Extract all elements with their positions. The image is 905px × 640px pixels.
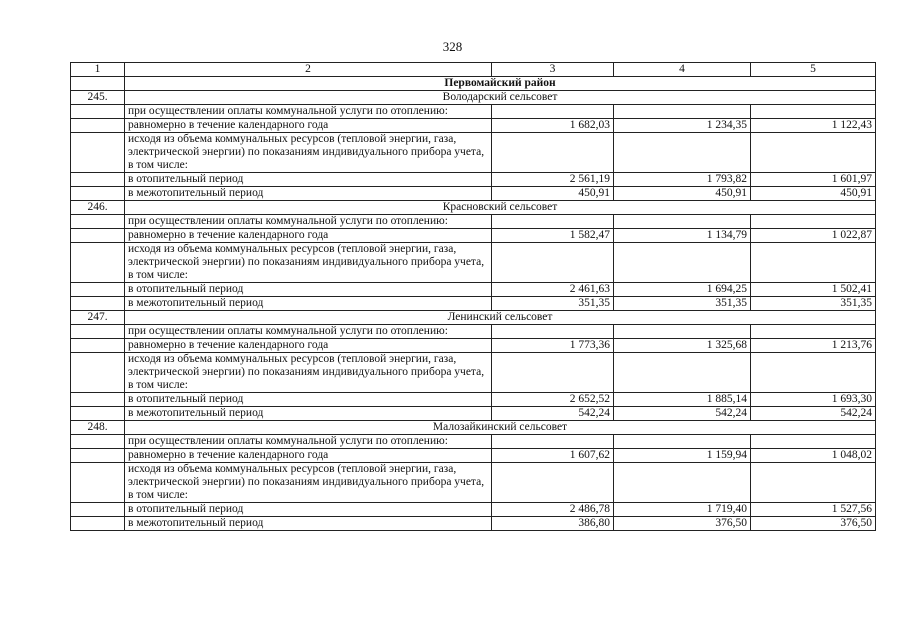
settlement-name: Ленинский сельсовет [125, 311, 876, 325]
empty-cell [71, 407, 125, 421]
value-col3: 2 561,19 [492, 173, 614, 187]
value-col5: 450,91 [751, 187, 876, 201]
row-label: равномерно в течение календарного года [125, 229, 492, 243]
empty-cell [71, 283, 125, 297]
row-label: при осуществлении оплаты коммунальной услуги по отоплению: [125, 105, 492, 119]
empty-cell [71, 353, 125, 393]
value-col4: 1 793,82 [614, 173, 751, 187]
table-row [71, 173, 876, 187]
value-col5: 1 048,02 [751, 449, 876, 463]
row-label: равномерно в течение календарного года [125, 449, 492, 463]
value-col5 [751, 243, 876, 283]
row-label: в межотопительный период [125, 517, 492, 531]
row-label: в отопительный период [125, 173, 492, 187]
row-number: 246. [71, 201, 125, 215]
value-col3: 1 582,47 [492, 229, 614, 243]
value-col4 [614, 243, 751, 283]
value-col3: 2 486,78 [492, 503, 614, 517]
value-col4: 1 234,35 [614, 119, 751, 133]
table-row [71, 133, 876, 173]
value-col4 [614, 105, 751, 119]
value-col5 [751, 325, 876, 339]
row-label: при осуществлении оплаты коммунальной услуги по отоплению: [125, 215, 492, 229]
value-col4 [614, 353, 751, 393]
row-label: в межотопительный период [125, 297, 492, 311]
table-row [71, 503, 876, 517]
empty-cell [71, 435, 125, 449]
empty-cell [71, 449, 125, 463]
settlement-name: Малозайкинский сельсовет [125, 421, 876, 435]
value-col4 [614, 215, 751, 229]
value-col4 [614, 435, 751, 449]
column-header: 3 [492, 63, 614, 77]
empty-cell [71, 105, 125, 119]
value-col5 [751, 435, 876, 449]
value-col4 [614, 463, 751, 503]
value-col5 [751, 215, 876, 229]
row-label: в отопительный период [125, 503, 492, 517]
value-col5: 351,35 [751, 297, 876, 311]
value-col3 [492, 353, 614, 393]
table-row [71, 353, 876, 393]
settlement-row [71, 201, 876, 215]
row-label: исходя из объема коммунальных ресурсов (тепловой энергии, газа, электрической энергии) по показаниям индивидуального прибора учета, в том числе: [125, 463, 492, 503]
row-label: исходя из объема коммунальных ресурсов (тепловой энергии, газа, электрической энергии) по показаниям индивидуального прибора учета, в том числе: [125, 133, 492, 173]
settlement-name: Красновский сельсовет [125, 201, 876, 215]
value-col4: 1 694,25 [614, 283, 751, 297]
row-label: исходя из объема коммунальных ресурсов (тепловой энергии, газа, электрической энергии) по показаниям индивидуального прибора учета, в том числе: [125, 353, 492, 393]
value-col5: 1 527,56 [751, 503, 876, 517]
column-header: 4 [614, 63, 751, 77]
value-col5 [751, 463, 876, 503]
value-col3 [492, 435, 614, 449]
table-row [71, 283, 876, 297]
table-row [71, 393, 876, 407]
empty-cell [71, 229, 125, 243]
row-label: в отопительный период [125, 283, 492, 297]
empty-cell [71, 243, 125, 283]
table-row [71, 517, 876, 531]
empty-cell [71, 325, 125, 339]
value-col3: 351,35 [492, 297, 614, 311]
value-col3: 2 461,63 [492, 283, 614, 297]
value-col3: 386,80 [492, 517, 614, 531]
value-col3 [492, 463, 614, 503]
column-header: 1 [71, 63, 125, 77]
value-col4: 1 159,94 [614, 449, 751, 463]
value-col4 [614, 133, 751, 173]
empty-cell [71, 187, 125, 201]
value-col3: 1 682,03 [492, 119, 614, 133]
table-row [71, 187, 876, 201]
value-col5 [751, 133, 876, 173]
value-col5: 1 502,41 [751, 283, 876, 297]
value-col5: 1 693,30 [751, 393, 876, 407]
value-col4: 351,35 [614, 297, 751, 311]
value-col3: 542,24 [492, 407, 614, 421]
table-row [71, 449, 876, 463]
settlement-row [71, 91, 876, 105]
table-row [71, 119, 876, 133]
table-row [71, 243, 876, 283]
value-col5: 1 601,97 [751, 173, 876, 187]
value-col3 [492, 215, 614, 229]
row-label: равномерно в течение календарного года [125, 119, 492, 133]
value-col3: 1 773,36 [492, 339, 614, 353]
value-col5 [751, 353, 876, 393]
tariff-table [70, 62, 876, 531]
table-row [71, 339, 876, 353]
value-col3 [492, 243, 614, 283]
value-col4: 1 885,14 [614, 393, 751, 407]
value-col3: 2 652,52 [492, 393, 614, 407]
page-number: 328 [442, 39, 463, 54]
value-col5: 542,24 [751, 407, 876, 421]
value-col4: 1 325,68 [614, 339, 751, 353]
district-title: Первомайский район [125, 77, 876, 91]
table-row [71, 215, 876, 229]
value-col4: 542,24 [614, 407, 751, 421]
value-col4: 376,50 [614, 517, 751, 531]
table-row [71, 435, 876, 449]
value-col4: 450,91 [614, 187, 751, 201]
value-col4: 1 134,79 [614, 229, 751, 243]
column-header: 2 [125, 63, 492, 77]
value-col3 [492, 105, 614, 119]
row-label: в межотопительный период [125, 407, 492, 421]
row-label: равномерно в течение календарного года [125, 339, 492, 353]
table-row [71, 105, 876, 119]
empty-cell [71, 393, 125, 407]
settlement-row [71, 421, 876, 435]
table-row [71, 463, 876, 503]
value-col5: 1 213,76 [751, 339, 876, 353]
column-header: 5 [751, 63, 876, 77]
empty-cell [71, 503, 125, 517]
empty-cell [71, 133, 125, 173]
empty-cell [71, 119, 125, 133]
row-number: 247. [71, 311, 125, 325]
row-label: в межотопительный период [125, 187, 492, 201]
settlement-row [71, 311, 876, 325]
value-col5: 1 122,43 [751, 119, 876, 133]
value-col5: 376,50 [751, 517, 876, 531]
table-row [71, 407, 876, 421]
row-label: исходя из объема коммунальных ресурсов (тепловой энергии, газа, электрической энергии) по показаниям индивидуального прибора учета, в том числе: [125, 243, 492, 283]
table-row [71, 297, 876, 311]
value-col5: 1 022,87 [751, 229, 876, 243]
value-col3: 450,91 [492, 187, 614, 201]
empty-cell [71, 173, 125, 187]
value-col4: 1 719,40 [614, 503, 751, 517]
settlement-name: Володарский сельсовет [125, 91, 876, 105]
district-row [71, 77, 876, 91]
header-row [71, 63, 876, 77]
table-row [71, 325, 876, 339]
empty-cell [71, 339, 125, 353]
row-label: при осуществлении оплаты коммунальной услуги по отоплению: [125, 325, 492, 339]
row-number: 248. [71, 421, 125, 435]
value-col4 [614, 325, 751, 339]
value-col5 [751, 105, 876, 119]
empty-cell [71, 215, 125, 229]
row-label: в отопительный период [125, 393, 492, 407]
value-col3 [492, 133, 614, 173]
row-number: 245. [71, 91, 125, 105]
empty-cell [71, 463, 125, 503]
empty-cell [71, 517, 125, 531]
value-col3: 1 607,62 [492, 449, 614, 463]
row-label: при осуществлении оплаты коммунальной услуги по отоплению: [125, 435, 492, 449]
value-col3 [492, 325, 614, 339]
empty-cell [71, 297, 125, 311]
table-row [71, 229, 876, 243]
